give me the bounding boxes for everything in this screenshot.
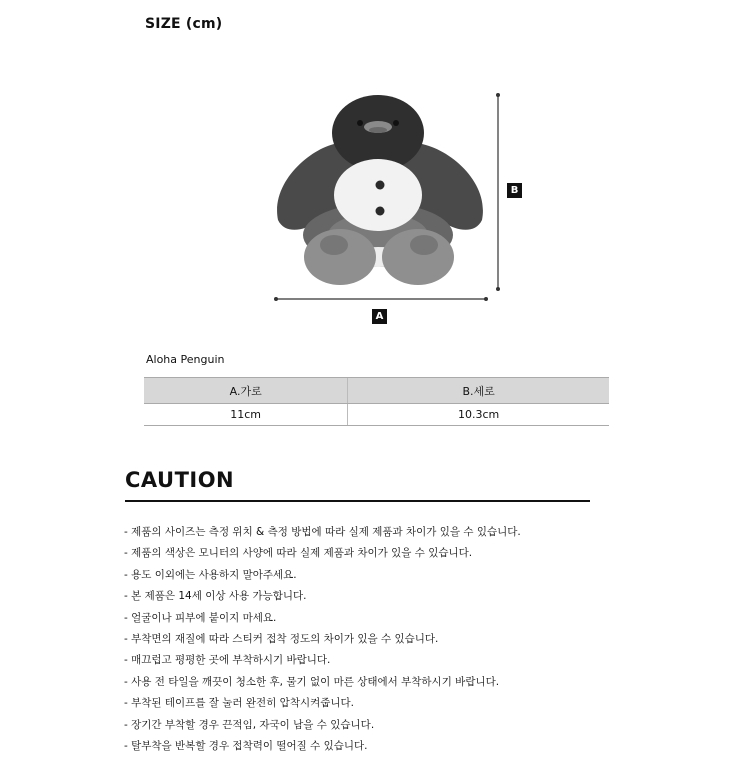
- caution-item: - 탈부착을 반복할 경우 접착력이 떨어질 수 있습니다.: [124, 739, 368, 752]
- caution-item: - 얼굴이나 피부에 붙이지 마세요.: [124, 611, 277, 624]
- size-table: [144, 377, 609, 426]
- dimension-b-label: B: [507, 183, 522, 198]
- caution-item: - 부착면의 재질에 따라 스티커 접착 정도의 차이가 있을 수 있습니다.: [124, 632, 439, 645]
- height-value: 10.3cm: [348, 404, 609, 426]
- caution-divider: [125, 500, 590, 502]
- dimension-a-label: A: [372, 309, 387, 324]
- penguin-plush: [277, 95, 483, 285]
- caution-item: - 제품의 사이즈는 측정 위치 & 측정 방법에 따라 실제 제품과 차이가 있을 수 있습니다.: [124, 526, 521, 538]
- size-table-header-row: [144, 378, 609, 404]
- width-header: A.가로: [144, 378, 348, 404]
- product-size-figure: [260, 85, 540, 335]
- caution-list: [124, 522, 521, 757]
- caution-item: - 매끄럽고 평평한 곳에 부착하시기 바랍니다.: [124, 654, 331, 667]
- height-dimension-line: [496, 93, 500, 291]
- height-header: B.세로: [348, 378, 609, 404]
- size-table-row: [144, 404, 609, 426]
- caution-item: - 본 제품은 14세 이상 사용 가능합니다.: [124, 590, 307, 603]
- penguin-illustration: [260, 85, 540, 335]
- caution-item: - 제품의 색상은 모니터의 사양에 따라 실제 제품과 차이가 있을 수 있습니다.: [124, 547, 473, 560]
- caution-item: - 장기간 부착할 경우 끈적임, 자국이 남을 수 있습니다.: [124, 718, 375, 731]
- width-value: 11cm: [144, 404, 348, 426]
- caution-item: - 용도 이외에는 사용하지 말아주세요.: [124, 568, 297, 581]
- caution-item: - 사용 전 타일을 깨끗이 청소한 후, 물기 없이 마른 상태에서 부착하시기 바랍니다.: [124, 675, 500, 688]
- product-name: Aloha Penguin: [146, 353, 225, 366]
- width-dimension-line: [274, 297, 488, 301]
- caution-title: CAUTION: [125, 468, 235, 492]
- caution-item: - 부착된 테이프를 잘 눌러 완전히 압착시켜줍니다.: [124, 697, 355, 710]
- size-section-title: SIZE (cm): [145, 16, 223, 32]
